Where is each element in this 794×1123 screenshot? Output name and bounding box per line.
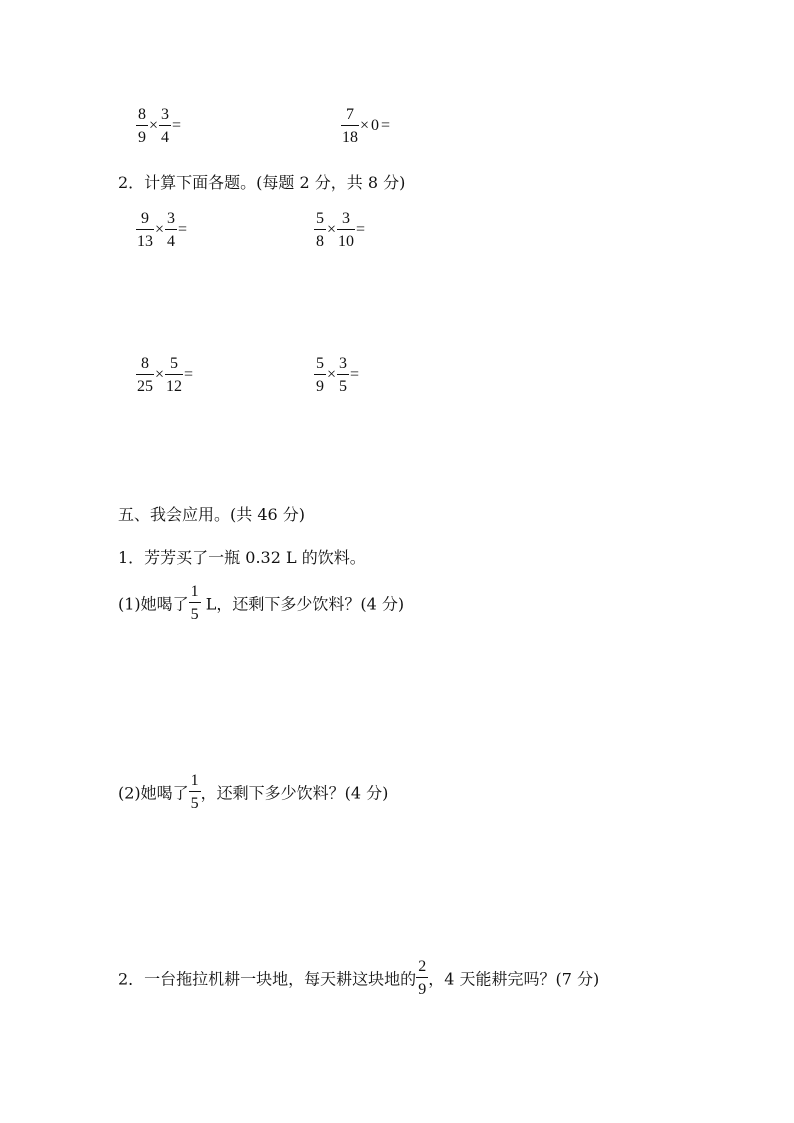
fraction xyxy=(314,210,326,250)
equals-sign: = xyxy=(381,117,391,134)
section-5-heading: 五、我会应用。(共 46 分) xyxy=(118,505,306,524)
denominator: 18 xyxy=(342,129,358,146)
numerator: 3 xyxy=(339,355,348,372)
denominator: 13 xyxy=(137,233,153,250)
denominator: 4 xyxy=(167,233,176,250)
numerator: 3 xyxy=(342,210,351,227)
section-5-q1-stem: 1．芳芳买了一瓶 0.32 L 的饮料。 xyxy=(118,548,366,567)
fraction-bar xyxy=(189,602,201,603)
times-sign: × xyxy=(155,366,165,383)
fraction xyxy=(189,772,201,812)
times-sign: × xyxy=(360,117,370,134)
times-sign: × xyxy=(149,117,159,134)
fraction-bar xyxy=(314,229,326,230)
section-5-q2 xyxy=(118,958,599,998)
fraction xyxy=(136,355,154,395)
fraction xyxy=(189,583,201,623)
equals-sign: = xyxy=(178,221,188,238)
numerator: 5 xyxy=(316,355,324,372)
sub1-prefix: (1)她喝了 xyxy=(118,594,189,614)
fraction-bar xyxy=(341,125,359,126)
fraction xyxy=(136,210,154,250)
fraction xyxy=(416,958,428,998)
fraction-bar xyxy=(416,977,428,978)
numerator: 5 xyxy=(170,355,179,372)
q2-suffix: ，4 天能耕完吗？(7 分) xyxy=(428,969,600,989)
fraction xyxy=(136,106,148,146)
times-sign: × xyxy=(327,221,337,238)
fraction-bar xyxy=(159,125,171,126)
fraction xyxy=(337,210,355,250)
fraction-bar xyxy=(136,374,154,375)
fraction xyxy=(159,106,171,146)
numerator: 8 xyxy=(141,355,149,372)
denominator: 5 xyxy=(190,606,199,623)
fraction xyxy=(341,106,359,146)
numerator: 2 xyxy=(418,958,427,975)
equals-sign: = xyxy=(184,366,194,383)
denominator: 25 xyxy=(137,378,153,395)
denominator: 5 xyxy=(190,795,199,812)
denominator: 5 xyxy=(339,378,348,395)
times-sign: × xyxy=(327,366,337,383)
problem-top-1 xyxy=(136,106,182,146)
fraction xyxy=(314,355,326,395)
numerator: 7 xyxy=(346,106,354,123)
fraction-bar xyxy=(314,374,326,375)
section-5-q1-sub2 xyxy=(118,772,388,812)
denominator: 9 xyxy=(418,981,427,998)
q2-item-4 xyxy=(314,355,360,395)
operand-zero: 0 xyxy=(371,117,380,134)
question-2-heading: 2．计算下面各题。(每题 2 分，共 8 分) xyxy=(118,173,406,192)
denominator: 12 xyxy=(166,378,183,395)
times-sign: × xyxy=(155,221,165,238)
equals-sign: = xyxy=(350,366,360,383)
sub2-suffix: ，还剩下多少饮料？(4 分) xyxy=(200,783,389,803)
q2-item-1 xyxy=(136,210,188,250)
denominator: 10 xyxy=(338,233,355,250)
sub1-suffix: L，还剩下多少饮料？(4 分) xyxy=(200,594,405,614)
equals-sign: = xyxy=(172,117,182,134)
denominator: 9 xyxy=(138,129,146,146)
numerator: 5 xyxy=(316,210,324,227)
numerator: 3 xyxy=(167,210,176,227)
q2-item-2 xyxy=(314,210,366,250)
fraction-bar xyxy=(337,374,349,375)
numerator: 1 xyxy=(190,772,199,789)
fraction xyxy=(337,355,349,395)
fraction-bar xyxy=(136,125,148,126)
denominator: 9 xyxy=(316,378,324,395)
fraction-bar xyxy=(165,374,183,375)
numerator: 1 xyxy=(190,583,199,600)
section-5-q1-sub1 xyxy=(118,583,404,623)
q2-item-3 xyxy=(136,355,194,395)
fraction-bar xyxy=(136,229,154,230)
fraction xyxy=(165,355,183,395)
numerator: 3 xyxy=(161,106,170,123)
fraction-bar xyxy=(165,229,177,230)
equals-sign: = xyxy=(356,221,366,238)
problem-top-2 xyxy=(341,106,391,146)
fraction xyxy=(165,210,177,250)
numerator: 9 xyxy=(141,210,149,227)
fraction-bar xyxy=(189,791,201,792)
fraction-bar xyxy=(337,229,355,230)
denominator: 4 xyxy=(161,129,170,146)
numerator: 8 xyxy=(138,106,146,123)
q2-prefix: 2．一台拖拉机耕一块地，每天耕这块地的 xyxy=(118,969,417,989)
denominator: 8 xyxy=(316,233,324,250)
sub2-prefix: (2)她喝了 xyxy=(118,783,189,803)
